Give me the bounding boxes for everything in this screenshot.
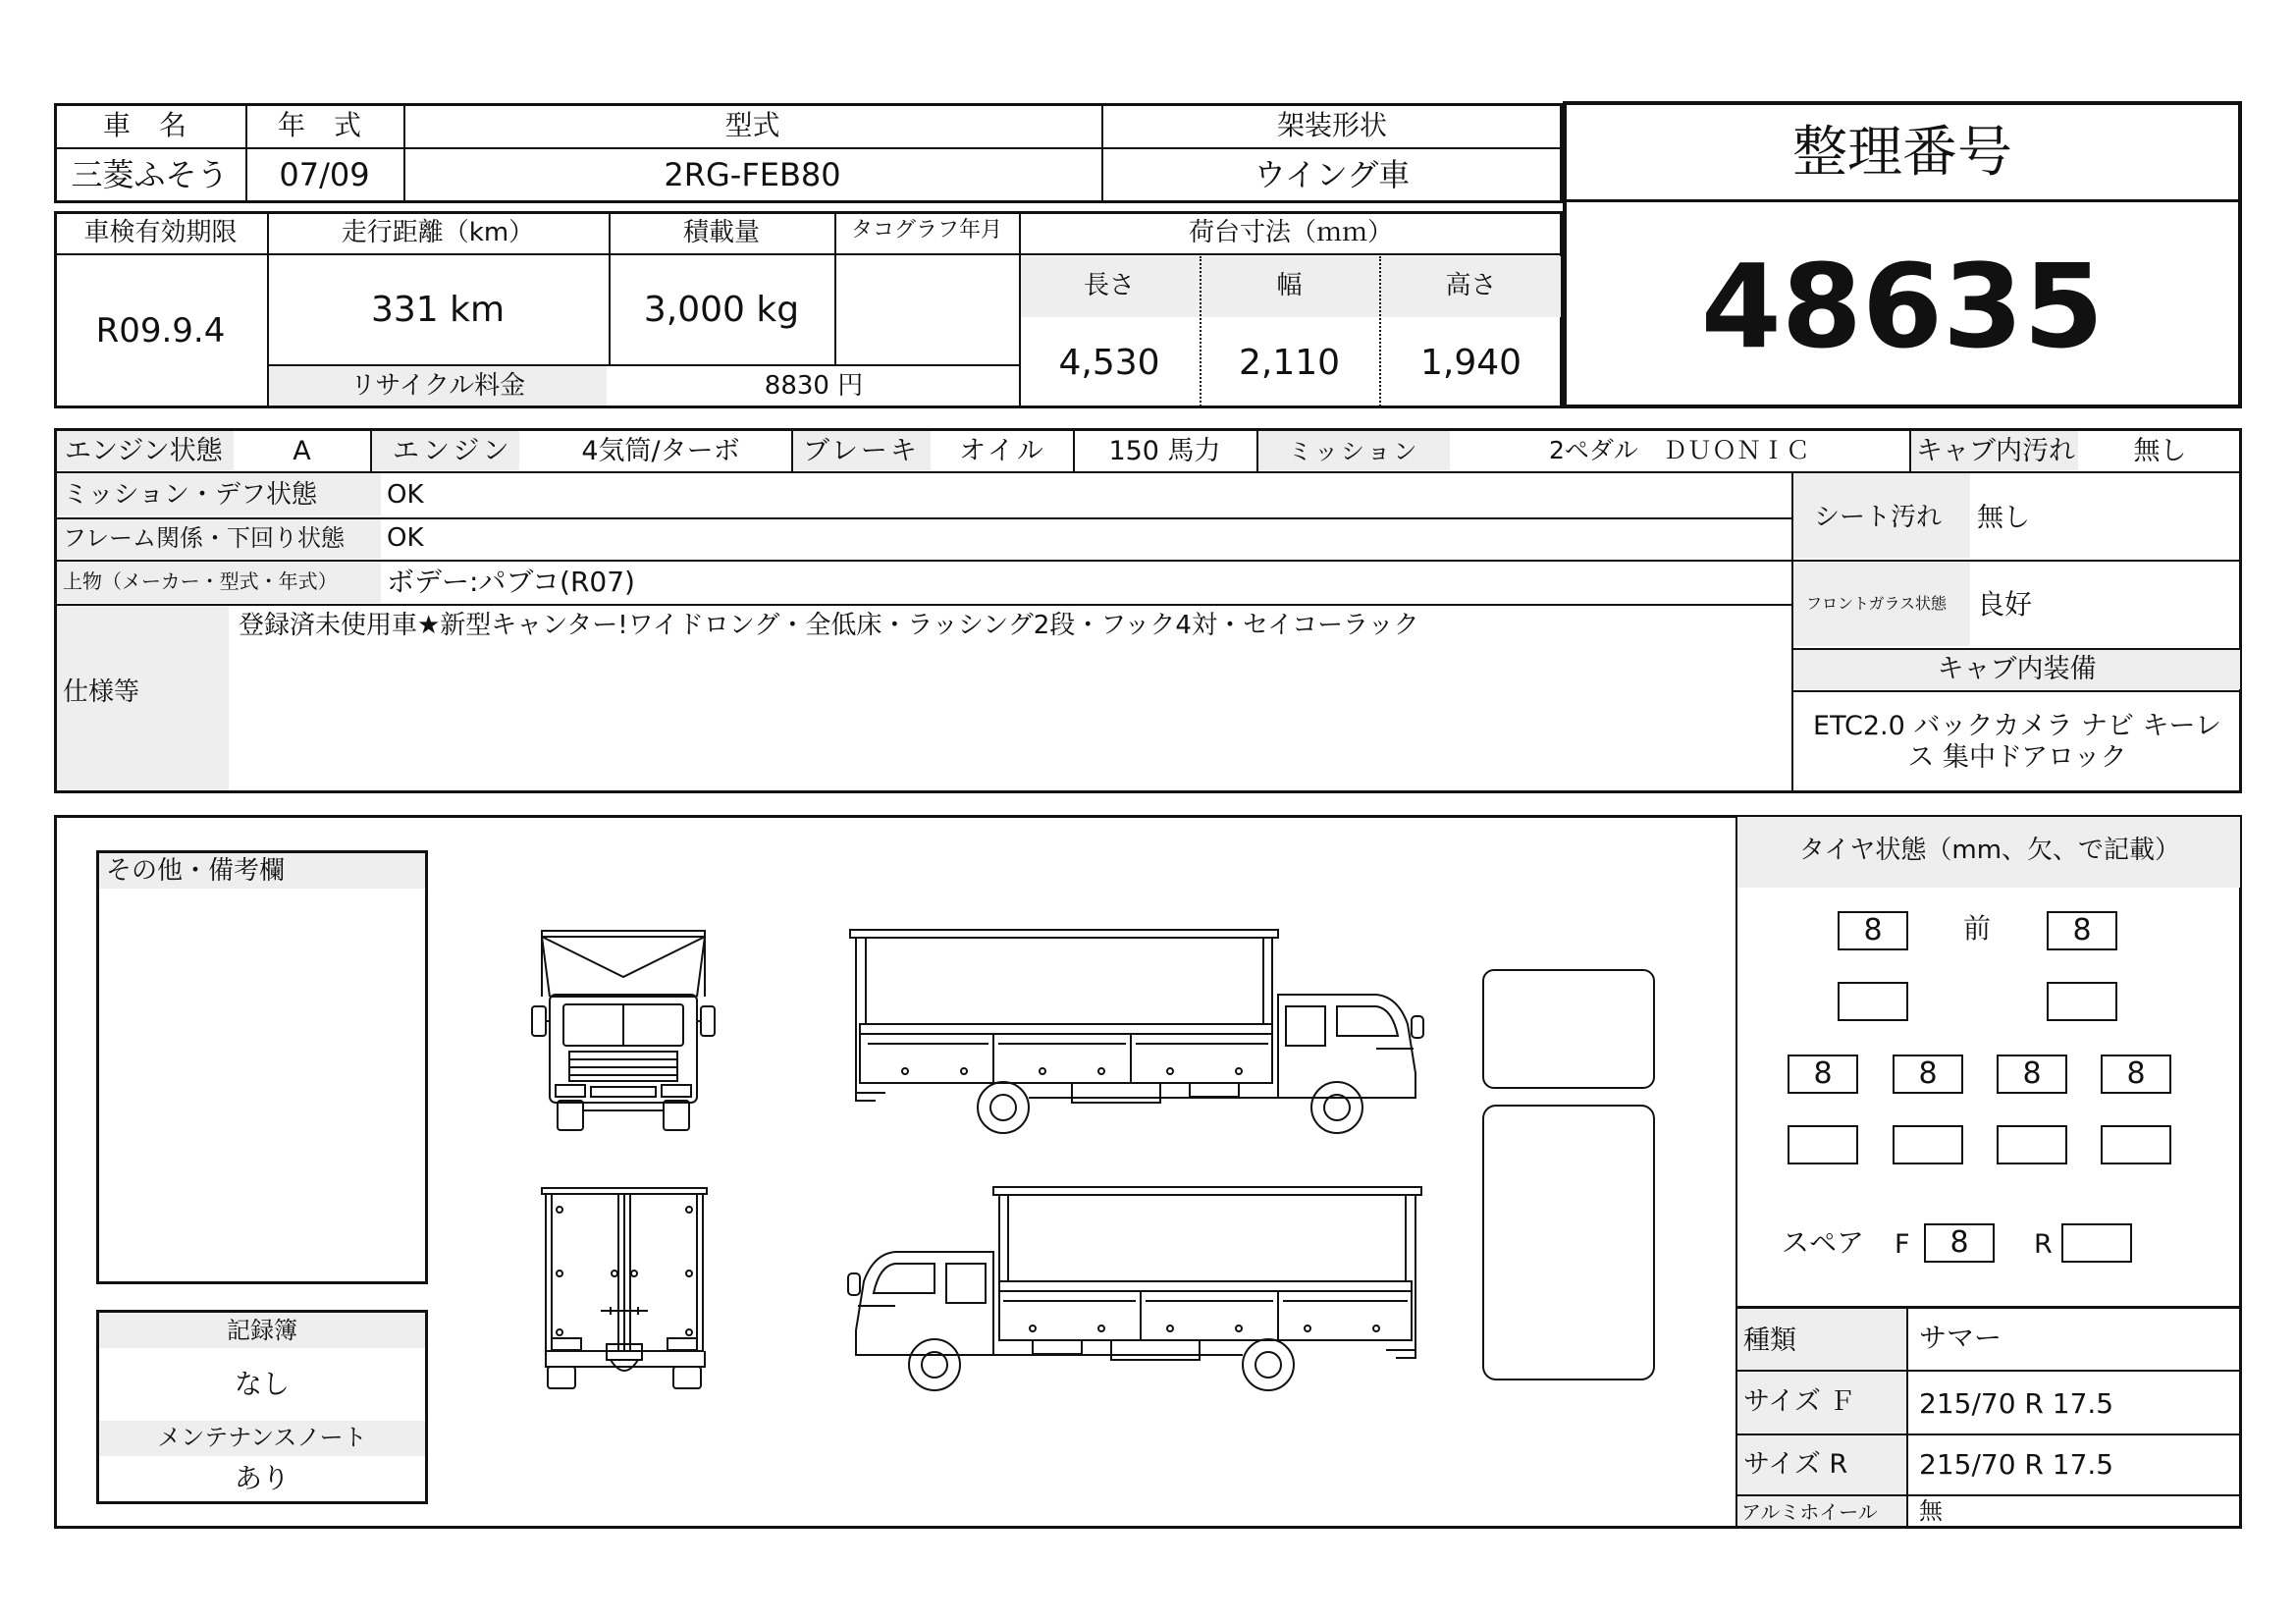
alumi-label: アルミホイール bbox=[1741, 1500, 1878, 1524]
mission-diff-label: ミッション・デフ状態 bbox=[63, 480, 317, 510]
upper-value: ボデー:パブコ(R07) bbox=[387, 566, 635, 598]
recycle-value: 8830 円 bbox=[764, 371, 864, 401]
remarks-box bbox=[96, 850, 428, 1284]
record-value: なし bbox=[234, 1368, 290, 1400]
seat-value: 無し bbox=[1977, 503, 2030, 533]
size-r-label: サイズ R bbox=[1743, 1449, 1848, 1480]
tire-rear-1[interactable]: 8 bbox=[1788, 1055, 1858, 1094]
tire-front-right-2[interactable] bbox=[2047, 982, 2117, 1021]
spare-r-value[interactable] bbox=[2061, 1223, 2132, 1263]
model-label: 型式 bbox=[724, 109, 780, 141]
brake-label: ブレーキ bbox=[803, 436, 920, 466]
spare-r-label: R bbox=[2034, 1229, 2053, 1260]
maint-label: メンテナンスノート bbox=[157, 1424, 367, 1451]
cab-dirt-label: キャブ内汚れ bbox=[1916, 436, 2075, 466]
tire-rear-5[interactable] bbox=[1788, 1125, 1858, 1164]
serial-label: 整理番号 bbox=[1792, 121, 2012, 185]
width-value: 2,110 bbox=[1238, 343, 1341, 383]
mission-diff-value: OK bbox=[387, 480, 424, 510]
body-value: ウイング車 bbox=[1254, 156, 1411, 193]
tire-title: タイヤ状態（mm、欠、で記載） bbox=[1798, 836, 2181, 865]
tire-rear-3[interactable]: 8 bbox=[1997, 1055, 2067, 1094]
record-label: 記録簿 bbox=[227, 1317, 297, 1344]
width-label: 幅 bbox=[1276, 271, 1303, 300]
front-label: 前 bbox=[1963, 912, 1992, 945]
size-r-value: 215/70 R 17.5 bbox=[1919, 1448, 2114, 1481]
frame-value: OK bbox=[387, 523, 424, 553]
capacity-label: 積載量 bbox=[682, 218, 760, 247]
truck-side-view-right-icon bbox=[846, 926, 1425, 1137]
tire-front-left-2[interactable] bbox=[1838, 982, 1908, 1021]
truck-top-view-bed-icon bbox=[1482, 1105, 1655, 1380]
size-f-value: 215/70 R 17.5 bbox=[1919, 1387, 2114, 1420]
alumi-value: 無 bbox=[1919, 1497, 1943, 1525]
year-label: 年 式 bbox=[278, 109, 371, 141]
remarks-label: その他・備考欄 bbox=[106, 856, 286, 886]
cab-equip-value: ETC2.0 バックカメラ ナビ キーレス 集中ドアロック bbox=[1813, 711, 2221, 773]
engine-state-value: A bbox=[293, 436, 311, 466]
truck-front-view-icon bbox=[522, 928, 724, 1134]
size-f-label: サイズ Ｆ bbox=[1743, 1386, 1856, 1417]
tire-rear-8[interactable] bbox=[2101, 1125, 2171, 1164]
spec-value: 登録済未使用車★新型キャンター!ワイドロング・全低床・ラッシング2段・フック4対・セイコーラック bbox=[239, 611, 1419, 640]
mileage-value: 331 km bbox=[370, 290, 506, 330]
glass-label: フロントガラス状態 bbox=[1806, 594, 1948, 613]
tire-front-left[interactable]: 8 bbox=[1838, 911, 1908, 950]
inspection-label: 車検有効期限 bbox=[83, 218, 238, 247]
capacity-value: 3,000 kg bbox=[643, 290, 800, 330]
tire-rear-4[interactable]: 8 bbox=[2101, 1055, 2171, 1094]
tire-rear-2[interactable]: 8 bbox=[1893, 1055, 1963, 1094]
spare-label: スペア bbox=[1782, 1226, 1865, 1259]
frame-label: フレーム関係・下回り状態 bbox=[63, 524, 346, 552]
car-name-label: 車 名 bbox=[103, 109, 196, 141]
mission-label: ミッション bbox=[1288, 438, 1420, 465]
height-label: 高さ bbox=[1445, 271, 1497, 300]
cab-equip-label: キャブ内装備 bbox=[1937, 654, 2097, 684]
tire-front-right[interactable]: 8 bbox=[2047, 911, 2117, 950]
horsepower-value: 150 馬力 bbox=[1108, 436, 1221, 466]
kind-value: サマー bbox=[1919, 1322, 2002, 1354]
maint-value: あり bbox=[234, 1462, 290, 1494]
tacho-label: タコグラフ年月 bbox=[850, 218, 1002, 243]
height-value: 1,940 bbox=[1419, 343, 1522, 383]
engine-state-label: エンジン状態 bbox=[65, 436, 223, 466]
mission-value: 2ペダル ＤＵＯＮＩＣ bbox=[1549, 436, 1810, 464]
recycle-label: リサイクル料金 bbox=[349, 371, 526, 401]
car-name-value: 三菱ふそう bbox=[71, 156, 229, 193]
brake-value: オイル bbox=[959, 436, 1046, 466]
seat-label: シート汚れ bbox=[1814, 503, 1943, 532]
upper-label: 上物（メーカー・型式・年式） bbox=[63, 569, 338, 593]
spec-label: 仕様等 bbox=[63, 677, 140, 707]
tire-rear-7[interactable] bbox=[1997, 1125, 2067, 1164]
engine-value: 4気筒/ターボ bbox=[581, 436, 740, 466]
spare-f-label: F bbox=[1895, 1229, 1910, 1260]
engine-label: エンジン bbox=[393, 436, 513, 466]
cab-dirt-value: 無し bbox=[2133, 436, 2187, 466]
body-label: 架装形状 bbox=[1276, 109, 1387, 141]
spare-f-value[interactable]: 8 bbox=[1924, 1223, 1995, 1263]
glass-value: 良好 bbox=[1977, 588, 2033, 621]
mileage-label: 走行距離（km） bbox=[341, 218, 535, 247]
inspection-value: R09.9.4 bbox=[95, 311, 226, 351]
truck-top-view-cab-icon bbox=[1482, 969, 1655, 1089]
tire-rear-6[interactable] bbox=[1893, 1125, 1963, 1164]
length-value: 4,530 bbox=[1058, 343, 1160, 383]
year-value: 07/09 bbox=[279, 156, 370, 193]
serial-number: 48635 bbox=[1700, 239, 2105, 374]
kind-label: 種類 bbox=[1743, 1325, 1796, 1356]
cargo-label: 荷台寸法（ｍｍ） bbox=[1188, 218, 1393, 247]
truck-side-view-left-icon bbox=[846, 1183, 1425, 1394]
model-value: 2RG-FEB80 bbox=[664, 156, 841, 193]
length-label: 長さ bbox=[1083, 271, 1135, 300]
truck-rear-view-icon bbox=[532, 1185, 719, 1391]
